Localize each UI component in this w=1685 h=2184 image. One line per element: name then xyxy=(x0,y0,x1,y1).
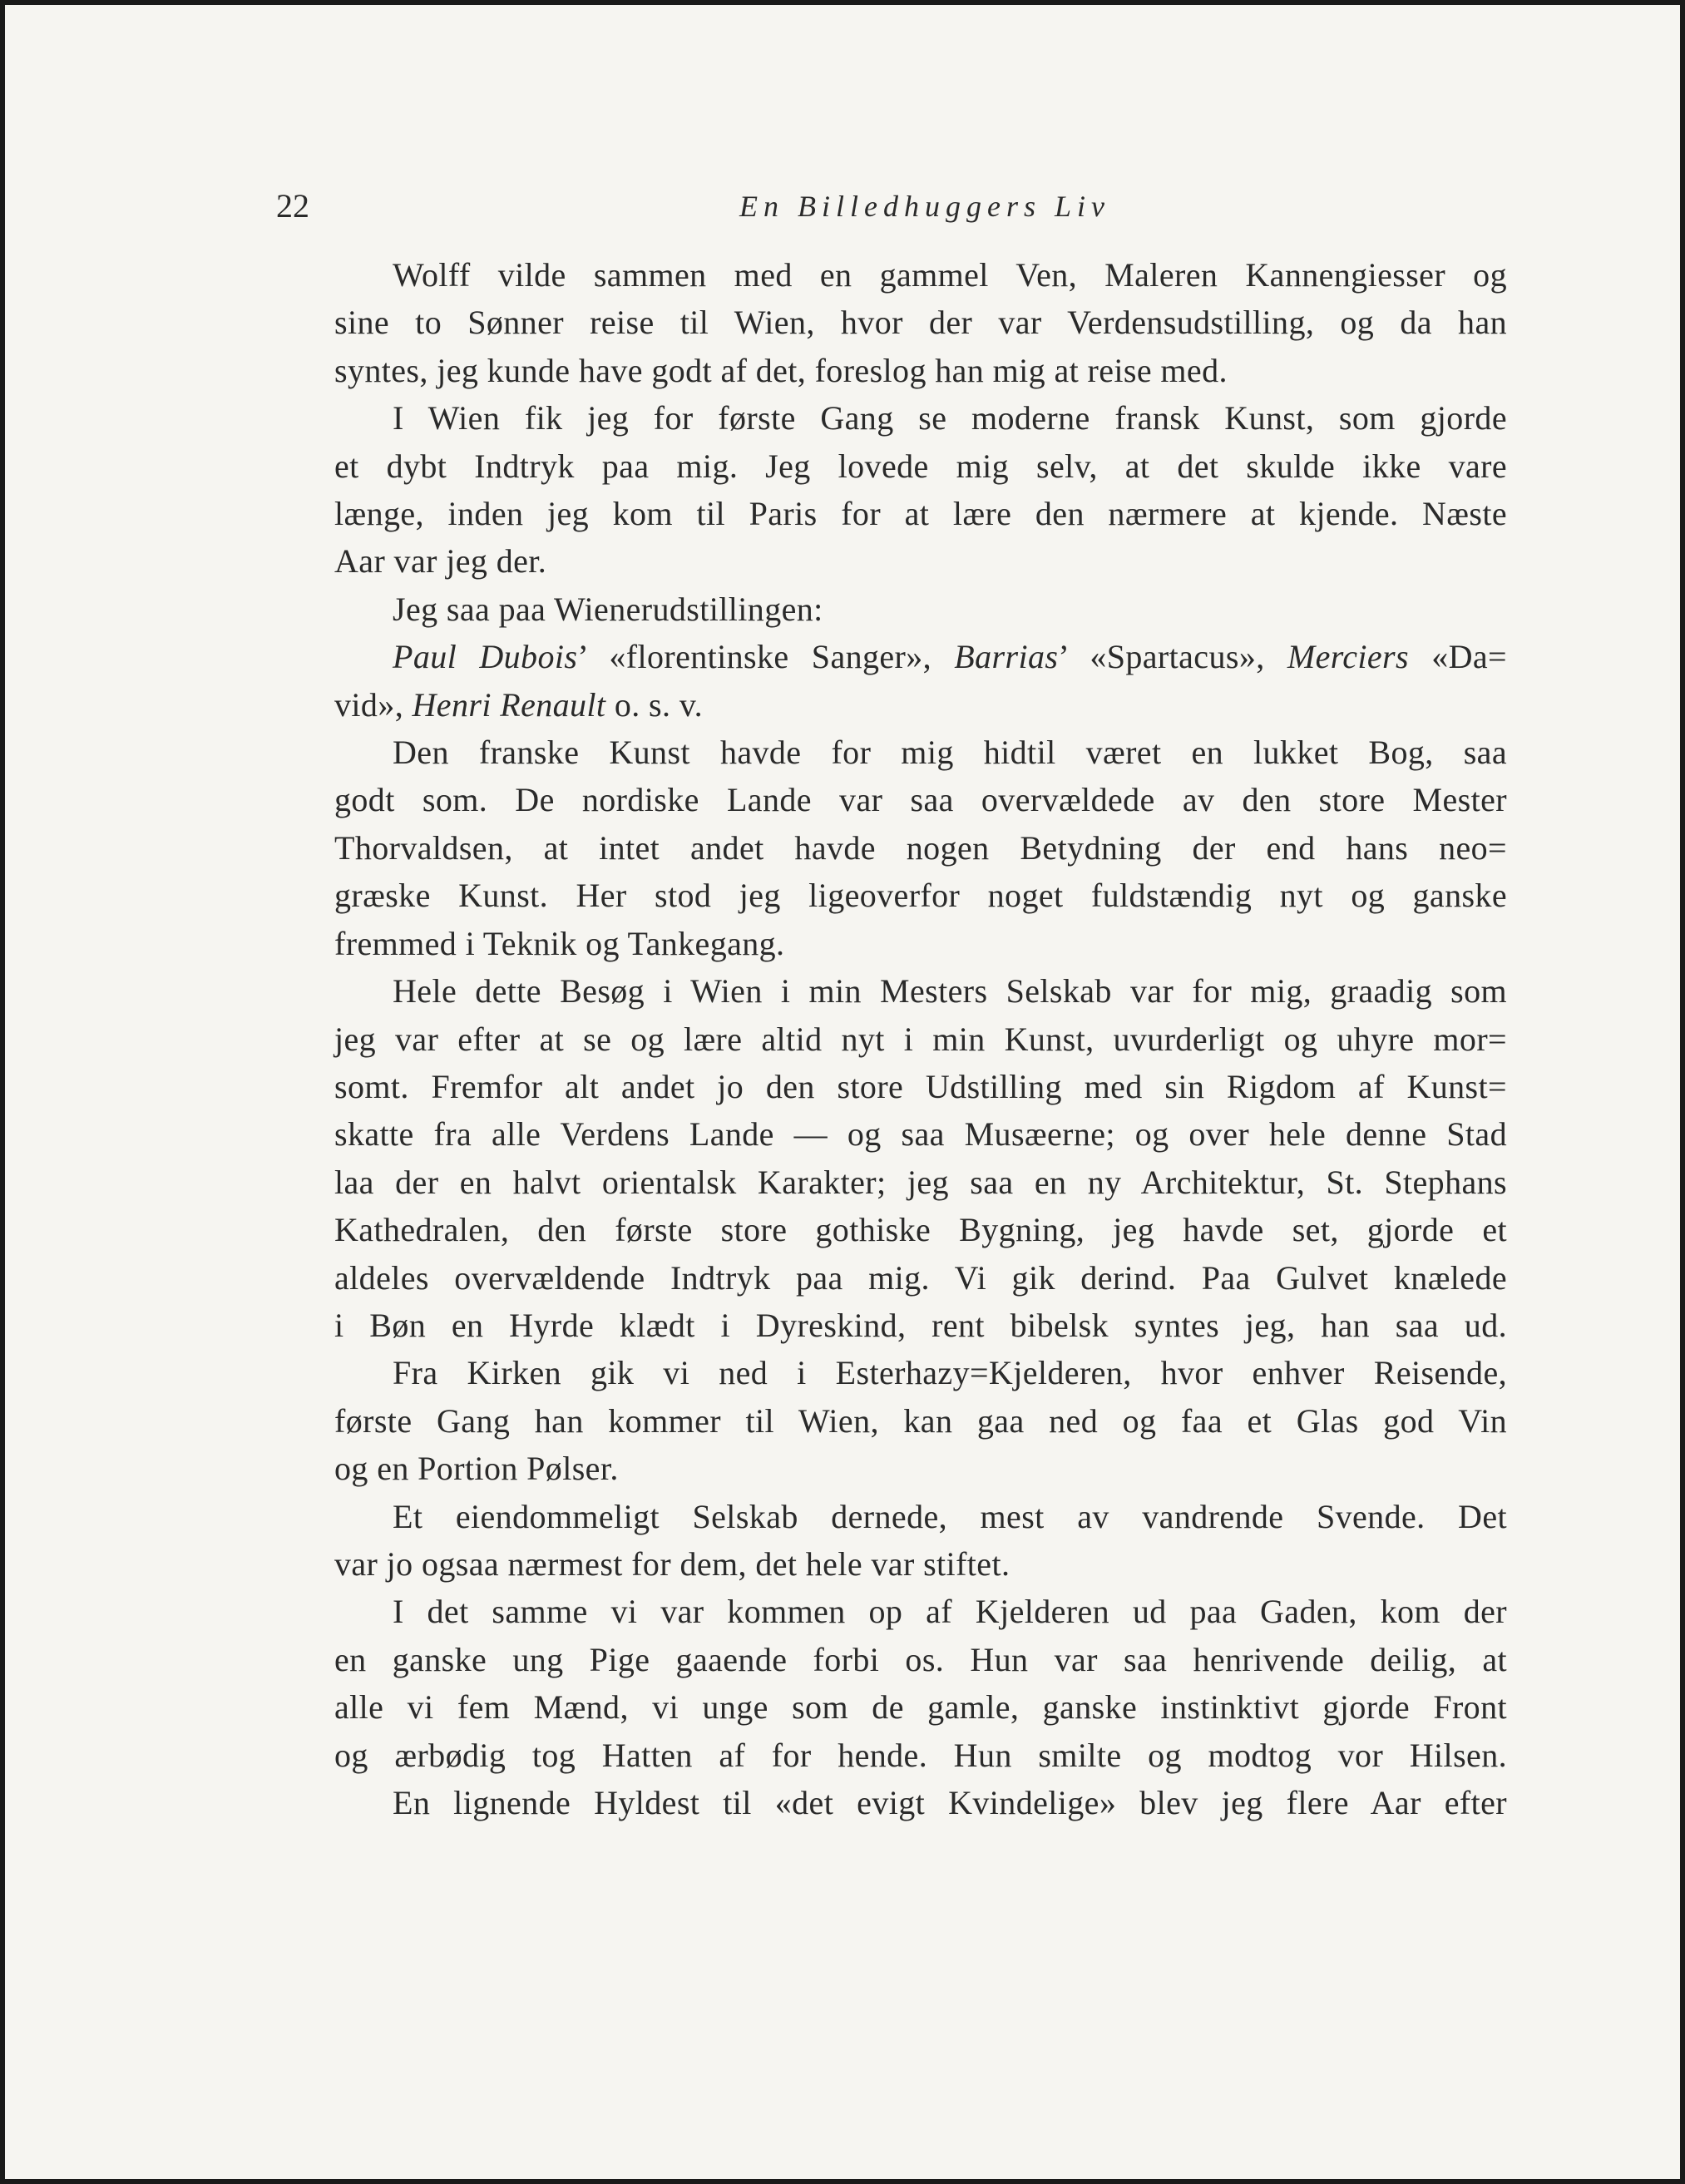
text-line: sine to Sønner reise til Wien, hvor der var Verdensudstilling, og da han xyxy=(334,304,1507,342)
artist-name: Barrias xyxy=(954,638,1059,676)
paragraph xyxy=(276,729,1507,967)
paragraph xyxy=(276,633,1507,729)
paragraph xyxy=(276,1493,1507,1589)
text-line: I det samme vi var kommen op af Kjelderen ud paa Gaden, kom der xyxy=(393,1593,1507,1631)
text-line: godt som. De nordiske Lande var saa overvældede av den store Mester xyxy=(334,781,1507,819)
text-line: Hele dette Besøg i Wien i min Mesters Selskab var for mig, graadig som xyxy=(393,972,1507,1010)
paragraph xyxy=(276,1349,1507,1492)
paragraph xyxy=(276,1588,1507,1779)
paragraph xyxy=(276,1779,1507,1826)
text-line: Wolff vilde sammen med en gammel Ven, Maleren Kannengiesser og xyxy=(393,256,1507,294)
text-line: En lignende Hyldest til «det evigt Kvindelige» blev jeg flere Aar efter xyxy=(393,1784,1507,1821)
text-span: ’ «Spartacus», xyxy=(1058,638,1287,676)
text-line: I Wien fik jeg for første Gang se moderne fransk Kunst, som gjorde xyxy=(393,399,1507,437)
text-line: Jeg saa paa Wienerudstillingen: xyxy=(393,590,823,628)
text-line: et dybt Indtryk paa mig. Jeg lovede mig selv, at det skulde ikke vare xyxy=(334,447,1507,485)
text-line: i Bøn en Hyrde klædt i Dyreskind, rent bibelsk syntes jeg, han saa ud. xyxy=(334,1306,1507,1344)
text-line: Et eiendommeligt Selskab dernede, mest av vandrende Svende. Det xyxy=(393,1497,1507,1535)
artist-name: Merciers xyxy=(1287,638,1409,676)
text-line: Fra Kirken gik vi ned i Esterhazy=Kjelderen, hvor enhver Reisende, xyxy=(393,1354,1507,1392)
text-line: somt. Fremfor alt andet jo den store Udstilling med sin Rigdom af Kunst= xyxy=(334,1067,1507,1105)
text-line xyxy=(276,633,1507,680)
paragraph xyxy=(276,251,1507,394)
text-line: alle vi fem Mænd, vi unge som de gamle, ganske instinktivt gjorde Front xyxy=(334,1688,1507,1727)
text-line: var jo ogsaa nærmest for dem, det hele var stiftet. xyxy=(334,1544,1011,1583)
artist-name: Paul Dubois xyxy=(393,638,578,676)
text-line: og ærbødig tog Hatten af for hende. Hun smilte og modtog vor Hilsen. xyxy=(334,1736,1507,1774)
text-span: vid», xyxy=(334,685,413,724)
text-line: Thorvaldsen, at intet andet havde nogen Betydning der end hans neo= xyxy=(334,828,1507,867)
text-line: Aar var jeg der. xyxy=(334,542,547,581)
text-line: en ganske ung Pige gaaende forbi os. Hun var saa henrivende deilig, at xyxy=(334,1640,1507,1678)
text-line: Kathedralen, den første store gothiske Bygning, jeg havde set, gjorde et xyxy=(334,1211,1507,1249)
text-line: jeg var efter at se og lære altid nyt i min Kunst, uvurderligt og uhyre mor= xyxy=(334,1020,1507,1058)
text-line xyxy=(276,681,1507,729)
body-text xyxy=(276,251,1507,1826)
artist-name: Henri Renault xyxy=(412,685,606,724)
text-line: skatte fra alle Verdens Lande — og saa Musæerne; og over hele denne Stad xyxy=(334,1115,1507,1154)
text-line: syntes, jeg kunde have godt af det, foreslog han mig at reise med. xyxy=(334,351,1228,389)
text-line: græske Kunst. Her stod jeg ligeoverfor noget fuldstændig nyt og ganske xyxy=(334,877,1507,915)
text-line: Den franske Kunst havde for mig hidtil været en lukket Bog, saa xyxy=(393,734,1507,772)
text-line: fremmed i Teknik og Tankegang. xyxy=(334,924,785,962)
page-number: 22 xyxy=(276,187,309,225)
running-head xyxy=(276,181,1507,231)
text-line: aldeles overvældende Indtryk paa mig. Vi gik derind. Paa Gulvet knælede xyxy=(334,1258,1507,1297)
text-line: og en Portion Pølser. xyxy=(334,1450,619,1488)
text-line: laa der en halvt orientalsk Karakter; jeg saa en ny Architektur, St. Stephans xyxy=(334,1163,1507,1201)
text-line: længe, inden jeg kom til Paris for at lære den nærmere at kjende. Næste xyxy=(334,495,1507,533)
text-span: o. s. v. xyxy=(605,685,704,724)
text-line: første Gang han kommer til Wien, kan gaa ned og faa et Glas god Vin xyxy=(334,1401,1507,1440)
paragraph xyxy=(276,394,1507,586)
running-title: En Billedhuggers Liv xyxy=(739,190,1110,223)
paragraph xyxy=(276,967,1507,1349)
text-span: «Da= xyxy=(1408,638,1508,676)
paragraph xyxy=(276,586,1507,633)
text-span: ’ «florentinske Sanger», xyxy=(577,638,955,676)
